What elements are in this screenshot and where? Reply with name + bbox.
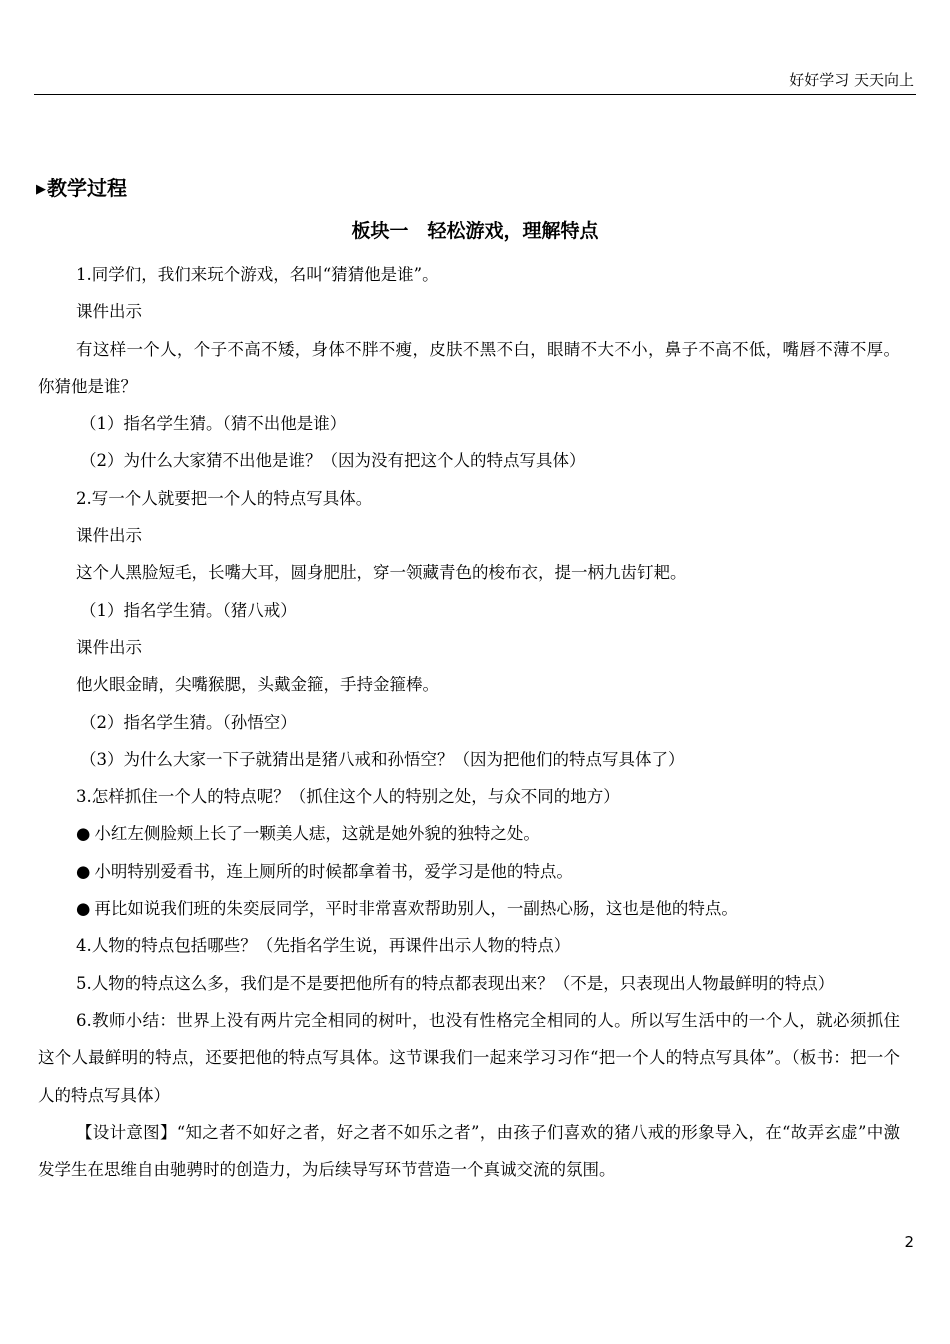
paragraph: （2）指名学生猜。（孙悟空） (80, 712, 297, 732)
paragraph: （1）指名学生猜。（猜不出他是谁） (80, 414, 347, 434)
paragraph: 课件出示 (76, 637, 142, 657)
paragraph: （2）为什么大家猜不出他是谁？（因为没有把这个人的特点写具体） (80, 451, 586, 471)
paragraph: 2.写一个人就要把一个人的特点写具体。 (76, 488, 373, 508)
paragraph: 有这样一个人，个子不高不矮，身体不胖不瘦，皮肤不黑不白，眼睛不大不小，鼻子不高不低，嘴唇不薄不厚。你猜他是谁？ (38, 339, 900, 396)
header-divider (34, 94, 916, 95)
page-number: 2 (904, 1233, 914, 1251)
bullet-icon: ● (76, 861, 91, 881)
bullet-text: 再比如说我们班的朱奕辰同学，平时非常喜欢帮助别人，一副热心肠，这也是他的特点。 (94, 899, 738, 919)
block-title: 板块一 轻松游戏，理解特点 (351, 220, 599, 242)
paragraph: （3）为什么大家一下子就猜出是猪八戒和孙悟空？（因为把他们的特点写具体了） (80, 749, 685, 769)
page-header: 好好学习 天天向上 (789, 71, 914, 89)
bullet-text: 小红左侧脸颊上长了一颗美人痣，这就是她外貌的独特之处。 (94, 824, 540, 844)
triangle-marker-icon: ▶ (36, 182, 46, 197)
paragraph: 课件出示 (76, 302, 142, 322)
bullet-icon: ● (76, 824, 91, 844)
bullet-item (38, 815, 900, 852)
section-title (36, 175, 127, 203)
document-body (38, 256, 900, 1188)
paragraph: （1）指名学生猜。（猪八戒） (80, 600, 297, 620)
bullet-text: 小明特别爱看书，连上厕所的时候都拿着书，爱学习是他的特点。 (94, 861, 573, 881)
paragraph: 3.怎样抓住一个人的特点呢？（抓住这个人的特别之处，与众不同的地方） (76, 787, 620, 807)
paragraph: 1.同学们，我们来玩个游戏，名叫“猜猜他是谁”。 (76, 265, 439, 284)
paragraph: 这个人黑脸短毛，长嘴大耳，圆身肥肚，穿一领藏青色的梭布衣，提一柄九齿钉耙。 (76, 563, 687, 583)
paragraph: 6.教师小结：世界上没有两片完全相同的树叶，也没有性格完全相同的人。所以写生活中的一个人，就必须抓住这个人最鲜明的特点，还要把他的特点写具体。这节课我们一起来学习习作“把一个人的特点写具体”。（板书：把一个人的特点写具体） (38, 1010, 900, 1105)
bullet-item (38, 890, 900, 927)
bullet-item (38, 853, 900, 890)
paragraph: 课件出示 (76, 526, 142, 546)
design-intent-paragraph: 【设计意图】“知之者不如好之者，好之者不如乐之者”，由孩子们喜欢的猪八戒的形象导入，在“故弄玄虚”中激发学生在思维自由驰骋时的创造力，为后续导写环节营造一个真诚交流的氛围。 (38, 1122, 900, 1180)
paragraph: 他火眼金睛，尖嘴猴腮，头戴金箍，手持金箍棒。 (76, 675, 439, 695)
bullet-icon: ● (76, 899, 91, 919)
section-title-text: 教学过程 (47, 176, 127, 200)
paragraph: 5.人物的特点这么多，我们是不是要把他所有的特点都表现出来？（不是，只表现出人物最鲜明的特点） (76, 973, 835, 993)
paragraph: 4.人物的特点包括哪些？（先指名学生说，再课件出示人物的特点） (76, 936, 571, 956)
